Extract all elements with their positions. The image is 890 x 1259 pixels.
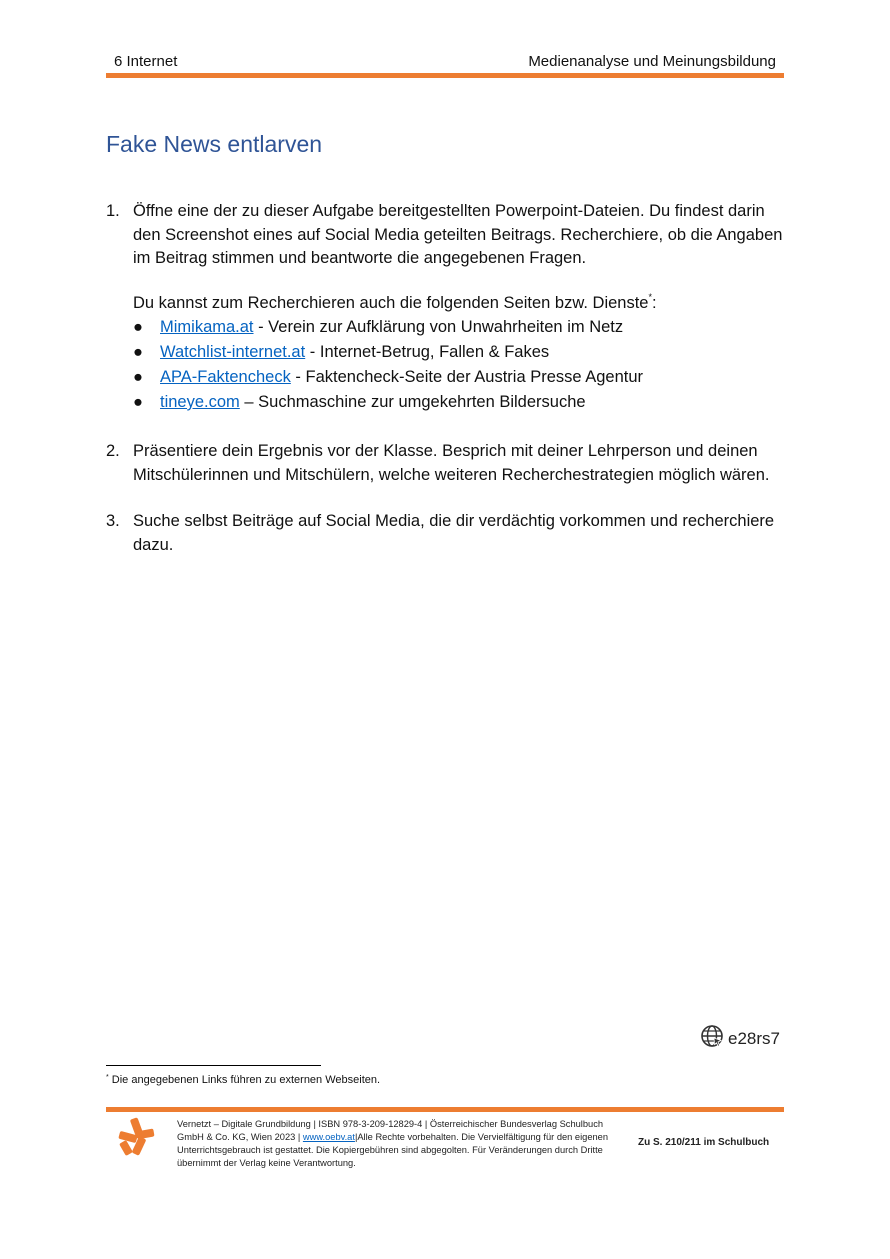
link-mimikama[interactable]: Mimikama.at bbox=[160, 318, 254, 336]
resource-item bbox=[133, 343, 549, 362]
publisher-logo bbox=[118, 1116, 156, 1161]
task-3 bbox=[106, 510, 786, 557]
bullet-icon: ● bbox=[133, 318, 143, 336]
resource-desc: – Suchmaschine zur umgekehrten Bildersuche bbox=[239, 393, 586, 411]
task-1 bbox=[106, 200, 786, 271]
task-number: 1. bbox=[106, 202, 120, 220]
footnote-mark: * bbox=[106, 1074, 109, 1081]
task-text: Öffne eine der zu dieser Aufgabe bereitgestellten Powerpoint-Dateien. Du findest darin den Screenshot eines auf Social Media geteilten Beitrags. Recherchiere, ob die Angaben im Beitrag stimmen und beantworte die angegebenen Fragen. bbox=[133, 202, 783, 267]
footer-divider bbox=[106, 1107, 784, 1112]
resources-intro: Du kannst zum Recherchieren auch die folgenden Seiten bzw. Dienste*: bbox=[133, 292, 657, 312]
online-code-text: e28rs7 bbox=[728, 1028, 780, 1048]
resource-desc: - Internet-Betrug, Fallen & Fakes bbox=[305, 343, 550, 361]
link-apa-faktencheck[interactable]: APA-Faktencheck bbox=[160, 368, 291, 386]
resource-item bbox=[133, 368, 643, 387]
header-divider bbox=[106, 73, 784, 78]
footnote-mark: * bbox=[648, 292, 652, 302]
resource-item bbox=[133, 393, 586, 412]
bullet-icon: ● bbox=[133, 368, 143, 386]
link-watchlist[interactable]: Watchlist-internet.at bbox=[160, 343, 306, 361]
task-number: 2. bbox=[106, 442, 120, 460]
header-chapter: 6 Internet bbox=[114, 53, 178, 70]
link-tineye[interactable]: tineye.com bbox=[160, 393, 240, 411]
footnote-text: Die angegebenen Links führen zu externen Webseiten. bbox=[108, 1074, 381, 1086]
task-text: Suche selbst Beiträge auf Social Media, die dir verdächtig vorkommen und recherchiere dazu. bbox=[133, 512, 775, 554]
page-reference: Zu S. 210/211 im Schulbuch bbox=[638, 1137, 770, 1148]
page-title: Fake News entlarven bbox=[106, 131, 323, 157]
publisher-link[interactable]: www.oebv.at bbox=[302, 1132, 355, 1142]
footnote bbox=[106, 1074, 380, 1086]
task-2 bbox=[106, 440, 786, 487]
resource-desc: - Faktencheck-Seite der Austria Presse Agentur bbox=[290, 368, 644, 386]
footer-legal: Vernetzt – Digitale Grundbildung | ISBN 978-3-209-12829-4 | Österreichischer Bundesverlag Schulbuch GmbH & Co. KG, Wien 2023 | www.oebv.at|Alle Rechte vorbehalten. Die Vervielfältigung für den eigenen Unterrichtsgebrauch ist gestattet. Die Kopiergebühren sind abgegolten. Für Veränderungen durch Dritte übernimmt der Verlag keine Verantwortung. bbox=[177, 1119, 609, 1168]
online-code[interactable] bbox=[700, 1024, 780, 1053]
resource-item bbox=[133, 318, 623, 337]
footnote-divider bbox=[106, 1065, 321, 1066]
task-text: Präsentiere dein Ergebnis vor der Klasse. Besprich mit deiner Lehrperson und deinen Mitschülerinnen und Mitschülern, welche weiteren Recherchestrategien möglich wären. bbox=[133, 442, 770, 484]
resource-desc: - Verein zur Aufklärung von Unwahrheiten im Netz bbox=[253, 318, 624, 336]
bullet-icon: ● bbox=[133, 393, 143, 411]
header-topic: Medienanalyse und Meinungsbildung bbox=[528, 53, 776, 70]
bullet-icon: ● bbox=[133, 343, 143, 361]
globe-icon bbox=[700, 1024, 724, 1053]
task-number: 3. bbox=[106, 512, 120, 530]
